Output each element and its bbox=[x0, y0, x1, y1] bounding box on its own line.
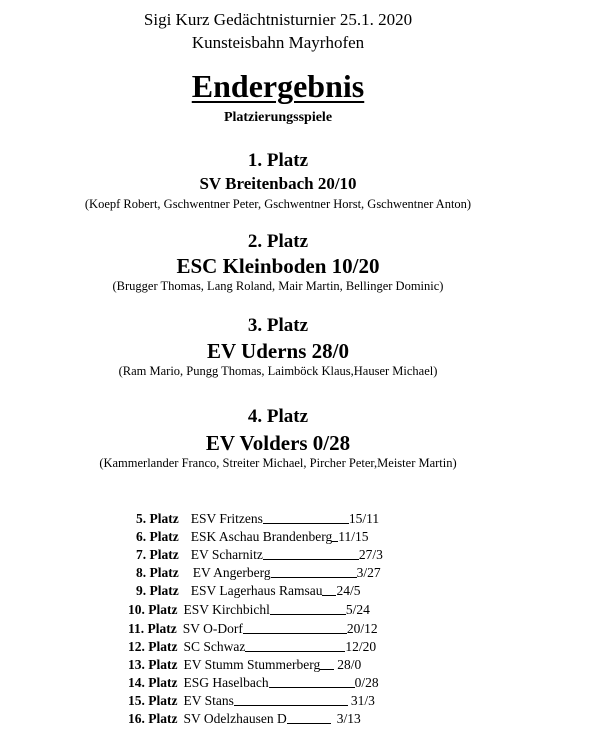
rank-line bbox=[263, 511, 349, 524]
ranking-row bbox=[136, 511, 379, 529]
ranking-row bbox=[128, 621, 378, 639]
place-3-label: 3. Platz bbox=[247, 315, 309, 336]
rank-label: Platz bbox=[148, 657, 178, 672]
rank-team: EV Stumm Stummerberg bbox=[183, 657, 321, 672]
rank-team: ESV Lagerhaus Ramsau bbox=[190, 583, 323, 598]
rank-score: 0/28 bbox=[354, 675, 379, 690]
rank-score: 3/13 bbox=[336, 711, 361, 726]
rank-team: SC Schwaz bbox=[183, 639, 246, 654]
rank-team: SV O-Dorf bbox=[182, 621, 243, 636]
rank-score: 28/0 bbox=[337, 657, 362, 672]
rank-line bbox=[263, 547, 359, 560]
rank-line bbox=[320, 657, 334, 670]
page-title bbox=[0, 68, 556, 105]
rank-team: EV Stans bbox=[183, 693, 234, 708]
rank-num: 10. bbox=[128, 602, 145, 617]
rank-team: ESK Aschau Brandenberg bbox=[190, 529, 333, 544]
rank-num: 16. bbox=[128, 711, 145, 726]
rank-line bbox=[269, 675, 355, 688]
rank-num: 11. bbox=[128, 621, 145, 636]
place-3-team: EV Uderns 28/0 bbox=[207, 339, 349, 363]
rank-team: ESV Kirchbichl bbox=[183, 602, 270, 617]
place-1-players: (Koepf Robert, Gschwentner Peter, Gschwentner Horst, Gschwentner Anton) bbox=[84, 197, 472, 211]
ranking-row bbox=[128, 693, 375, 711]
place-2-players: (Brugger Thomas, Lang Roland, Mair Martin, Bellinger Dominic) bbox=[112, 279, 444, 293]
rank-num: 6. bbox=[136, 529, 147, 544]
rank-score: 31/3 bbox=[350, 693, 375, 708]
ranking-row bbox=[128, 602, 370, 620]
rank-num: 7. bbox=[136, 547, 147, 562]
rank-score: 20/12 bbox=[346, 621, 378, 636]
ranking-row bbox=[128, 657, 361, 675]
rank-num: 9. bbox=[136, 583, 147, 598]
place-2-label: 2. Platz bbox=[247, 231, 309, 252]
rank-line bbox=[271, 565, 357, 578]
rank-label: Platz bbox=[149, 511, 179, 526]
rank-label: Platz bbox=[148, 602, 178, 617]
place-1-label: 1. Platz bbox=[247, 150, 309, 171]
rank-score: 12/20 bbox=[345, 639, 377, 654]
page-title-text: Endergebnis bbox=[191, 68, 365, 104]
place-4-label: 4. Platz bbox=[247, 406, 309, 427]
rank-score: 11/15 bbox=[338, 529, 369, 544]
rank-line bbox=[287, 711, 331, 724]
rank-line bbox=[322, 583, 336, 596]
place-4-team: EV Volders 0/28 bbox=[205, 431, 351, 455]
ranking-row bbox=[128, 711, 361, 729]
ranking-row bbox=[128, 639, 376, 657]
place-3-players: (Ram Mario, Pungg Thomas, Laimböck Klaus,Hauser Michael) bbox=[118, 364, 438, 378]
rank-num: 8. bbox=[136, 565, 147, 580]
rank-team: EV Scharnitz bbox=[190, 547, 263, 562]
rank-num: 15. bbox=[128, 693, 145, 708]
rank-num: 12. bbox=[128, 639, 145, 654]
rank-team: EV Angerberg bbox=[192, 565, 271, 580]
rank-num: 13. bbox=[128, 657, 145, 672]
rank-team: ESV Fritzens bbox=[190, 511, 263, 526]
rank-team: ESG Haselbach bbox=[183, 675, 269, 690]
rank-label: Platz bbox=[147, 621, 177, 636]
rank-line bbox=[270, 602, 346, 615]
ranking-row bbox=[136, 529, 368, 547]
ranking-row bbox=[136, 583, 361, 601]
rank-score: 5/24 bbox=[345, 602, 370, 617]
rank-label: Platz bbox=[148, 711, 178, 726]
rank-label: Platz bbox=[149, 547, 179, 562]
ranking-row bbox=[136, 547, 383, 565]
place-2-team: ESC Kleinboden 10/20 bbox=[176, 254, 380, 278]
rank-team: SV Odelzhausen D bbox=[183, 711, 287, 726]
rank-label: Platz bbox=[149, 529, 179, 544]
page-subtitle: Platzierungsspiele bbox=[223, 110, 333, 125]
ranking-row bbox=[136, 565, 381, 583]
rank-score: 3/27 bbox=[356, 565, 381, 580]
tournament-title: Sigi Kurz Gedächtnisturnier 25.1. 2020 bbox=[143, 10, 413, 29]
rank-label: Platz bbox=[148, 675, 178, 690]
rank-score: 15/11 bbox=[348, 511, 380, 526]
rank-line bbox=[245, 639, 345, 652]
rank-score: 27/3 bbox=[358, 547, 383, 562]
rank-label: Platz bbox=[149, 565, 179, 580]
rank-score: 24/5 bbox=[336, 583, 361, 598]
rank-line bbox=[234, 693, 348, 706]
place-1-team: SV Breitenbach 20/10 bbox=[199, 174, 357, 193]
rank-num: 14. bbox=[128, 675, 145, 690]
rank-line bbox=[243, 621, 347, 634]
rank-label: Platz bbox=[148, 693, 178, 708]
rank-num: 5. bbox=[136, 511, 147, 526]
venue: Kunsteisbahn Mayrhofen bbox=[191, 33, 365, 52]
rank-label: Platz bbox=[148, 639, 178, 654]
rank-label: Platz bbox=[149, 583, 179, 598]
place-4-players: (Kammerlander Franco, Streiter Michael, Pircher Peter,Meister Martin) bbox=[99, 456, 457, 470]
ranking-row bbox=[128, 675, 379, 693]
